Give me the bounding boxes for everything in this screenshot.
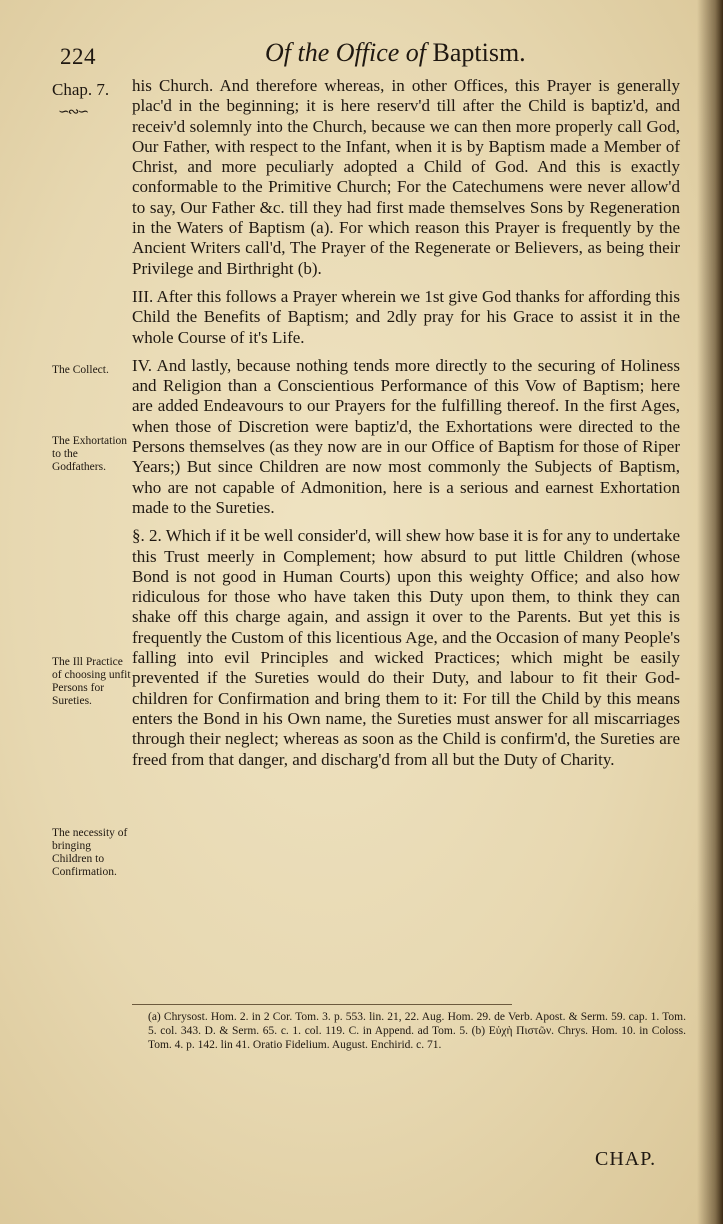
margin-note-ill-practice: The Ill Practice of choosing unfit Persons for Sureties. bbox=[52, 656, 131, 707]
ornament-swirl: ∽∾∽ bbox=[58, 105, 88, 120]
paragraph-sureties: §. 2. Which if it be well consider'd, will shew how base it is for any to undertake this Trust meerly in Complement; how absurd to put little Children (whose Bond is not good in Human Courts) upon this weighty Office; and also how ridiculous for those who have taken this Duty upon them, to think they can shake off this charge again, and assign it over to the Parents. But yet this is frequently the Custom of this licentious Age, and the Occasion of many People's falling into evil Principles and wicked Practices; which might be easily prevented if the Sureties would do their Duty, and labour to fit their God-children for Confirmation and bring them to it: For till the Child by this means enters the Bond in his Own name, the Sureties must answer for all miscarriages through their neglect; whereas as soon as the Child is confirm'd, the Sureties are freed from that danger, and discharg'd from all but the Duty of Charity. bbox=[132, 526, 680, 769]
paragraph-collect: III. After this follows a Prayer wherein we 1st give God thanks for affording this Child the Benefits of Baptism; and 2dly pray for his Grace to assist it in the whole Course of it's Life. bbox=[132, 286, 680, 347]
paragraph-exhortation: IV. And lastly, because nothing tends more directly to the securing of Holiness and Religion than a Conscientious Performance of this Vow of Baptism; here are added Endeavours to our Prayers for the fulfilling thereof. In the first Ages, when those of Discretion were baptiz'd, the Exhortations were directed to the Persons themselves (as they now are in our Office of Baptism for those of Riper Years;) But since Children are now most commonly the Subjects of Baptism, who are not capable of Admonition, here is a serious and earnest Exhortation made to the Sureties. bbox=[132, 355, 680, 517]
footnote-rule bbox=[132, 1004, 512, 1005]
running-title-prefix: Of the Office of bbox=[265, 38, 433, 67]
catchword: CHAP. bbox=[595, 1148, 657, 1170]
running-header bbox=[60, 38, 700, 74]
margin-note-necessity: The necessity of bringing Children to Confirmation. bbox=[52, 827, 128, 878]
margin-note-exhortation: The Exhortation to the Godfathers. bbox=[52, 435, 128, 473]
paragraph-church: his Church. And therefore whereas, in other Offices, this Prayer is generally plac'd in the beginning; it is here reserv'd till after the Child is baptiz'd, and receiv'd solemnly into the Church, because we can then more properly call God, Our Father, with respect to the Infant, when it is by Baptism made a Member of Christ, and more peculiarly adopted a Child of God. And this is exactly conformable to the Primitive Church; For the Catechumens were never allow'd to say, Our Father &c. till they had first made themselves Sons by Regeneration in the Waters of Baptism (a). For which reason this Prayer is frequently by the Ancient Writers call'd, The Prayer of the Regenerate or Believers, as being their Privilege and Birthright (b). bbox=[132, 76, 680, 278]
running-title-word: Baptism. bbox=[432, 38, 526, 67]
chapter-margin-note: Chap. 7. bbox=[52, 80, 110, 99]
footnotes: (a) Chrysost. Hom. 2. in 2 Cor. Tom. 3. p. 553. lin. 21, 22. Aug. Hom. 29. de Verb. Apost. & Serm. 59. cap. 1. Tom. 5. col. 343. D. & Serm. 65. c. 1. col. 119. C. in Append. ad Tom. 5. (b) Εὐχὴ Πιστῶν. Chrys. Hom. 10. in Coloss. Tom. 4. p. 142. lin 41. Oratio Fidelium. August. Enchirid. c. 71. bbox=[148, 1011, 686, 1051]
running-title bbox=[265, 38, 526, 68]
margin-note-collect: The Collect. bbox=[52, 364, 109, 376]
body-text bbox=[132, 76, 680, 778]
page-number: 224 bbox=[60, 44, 96, 69]
